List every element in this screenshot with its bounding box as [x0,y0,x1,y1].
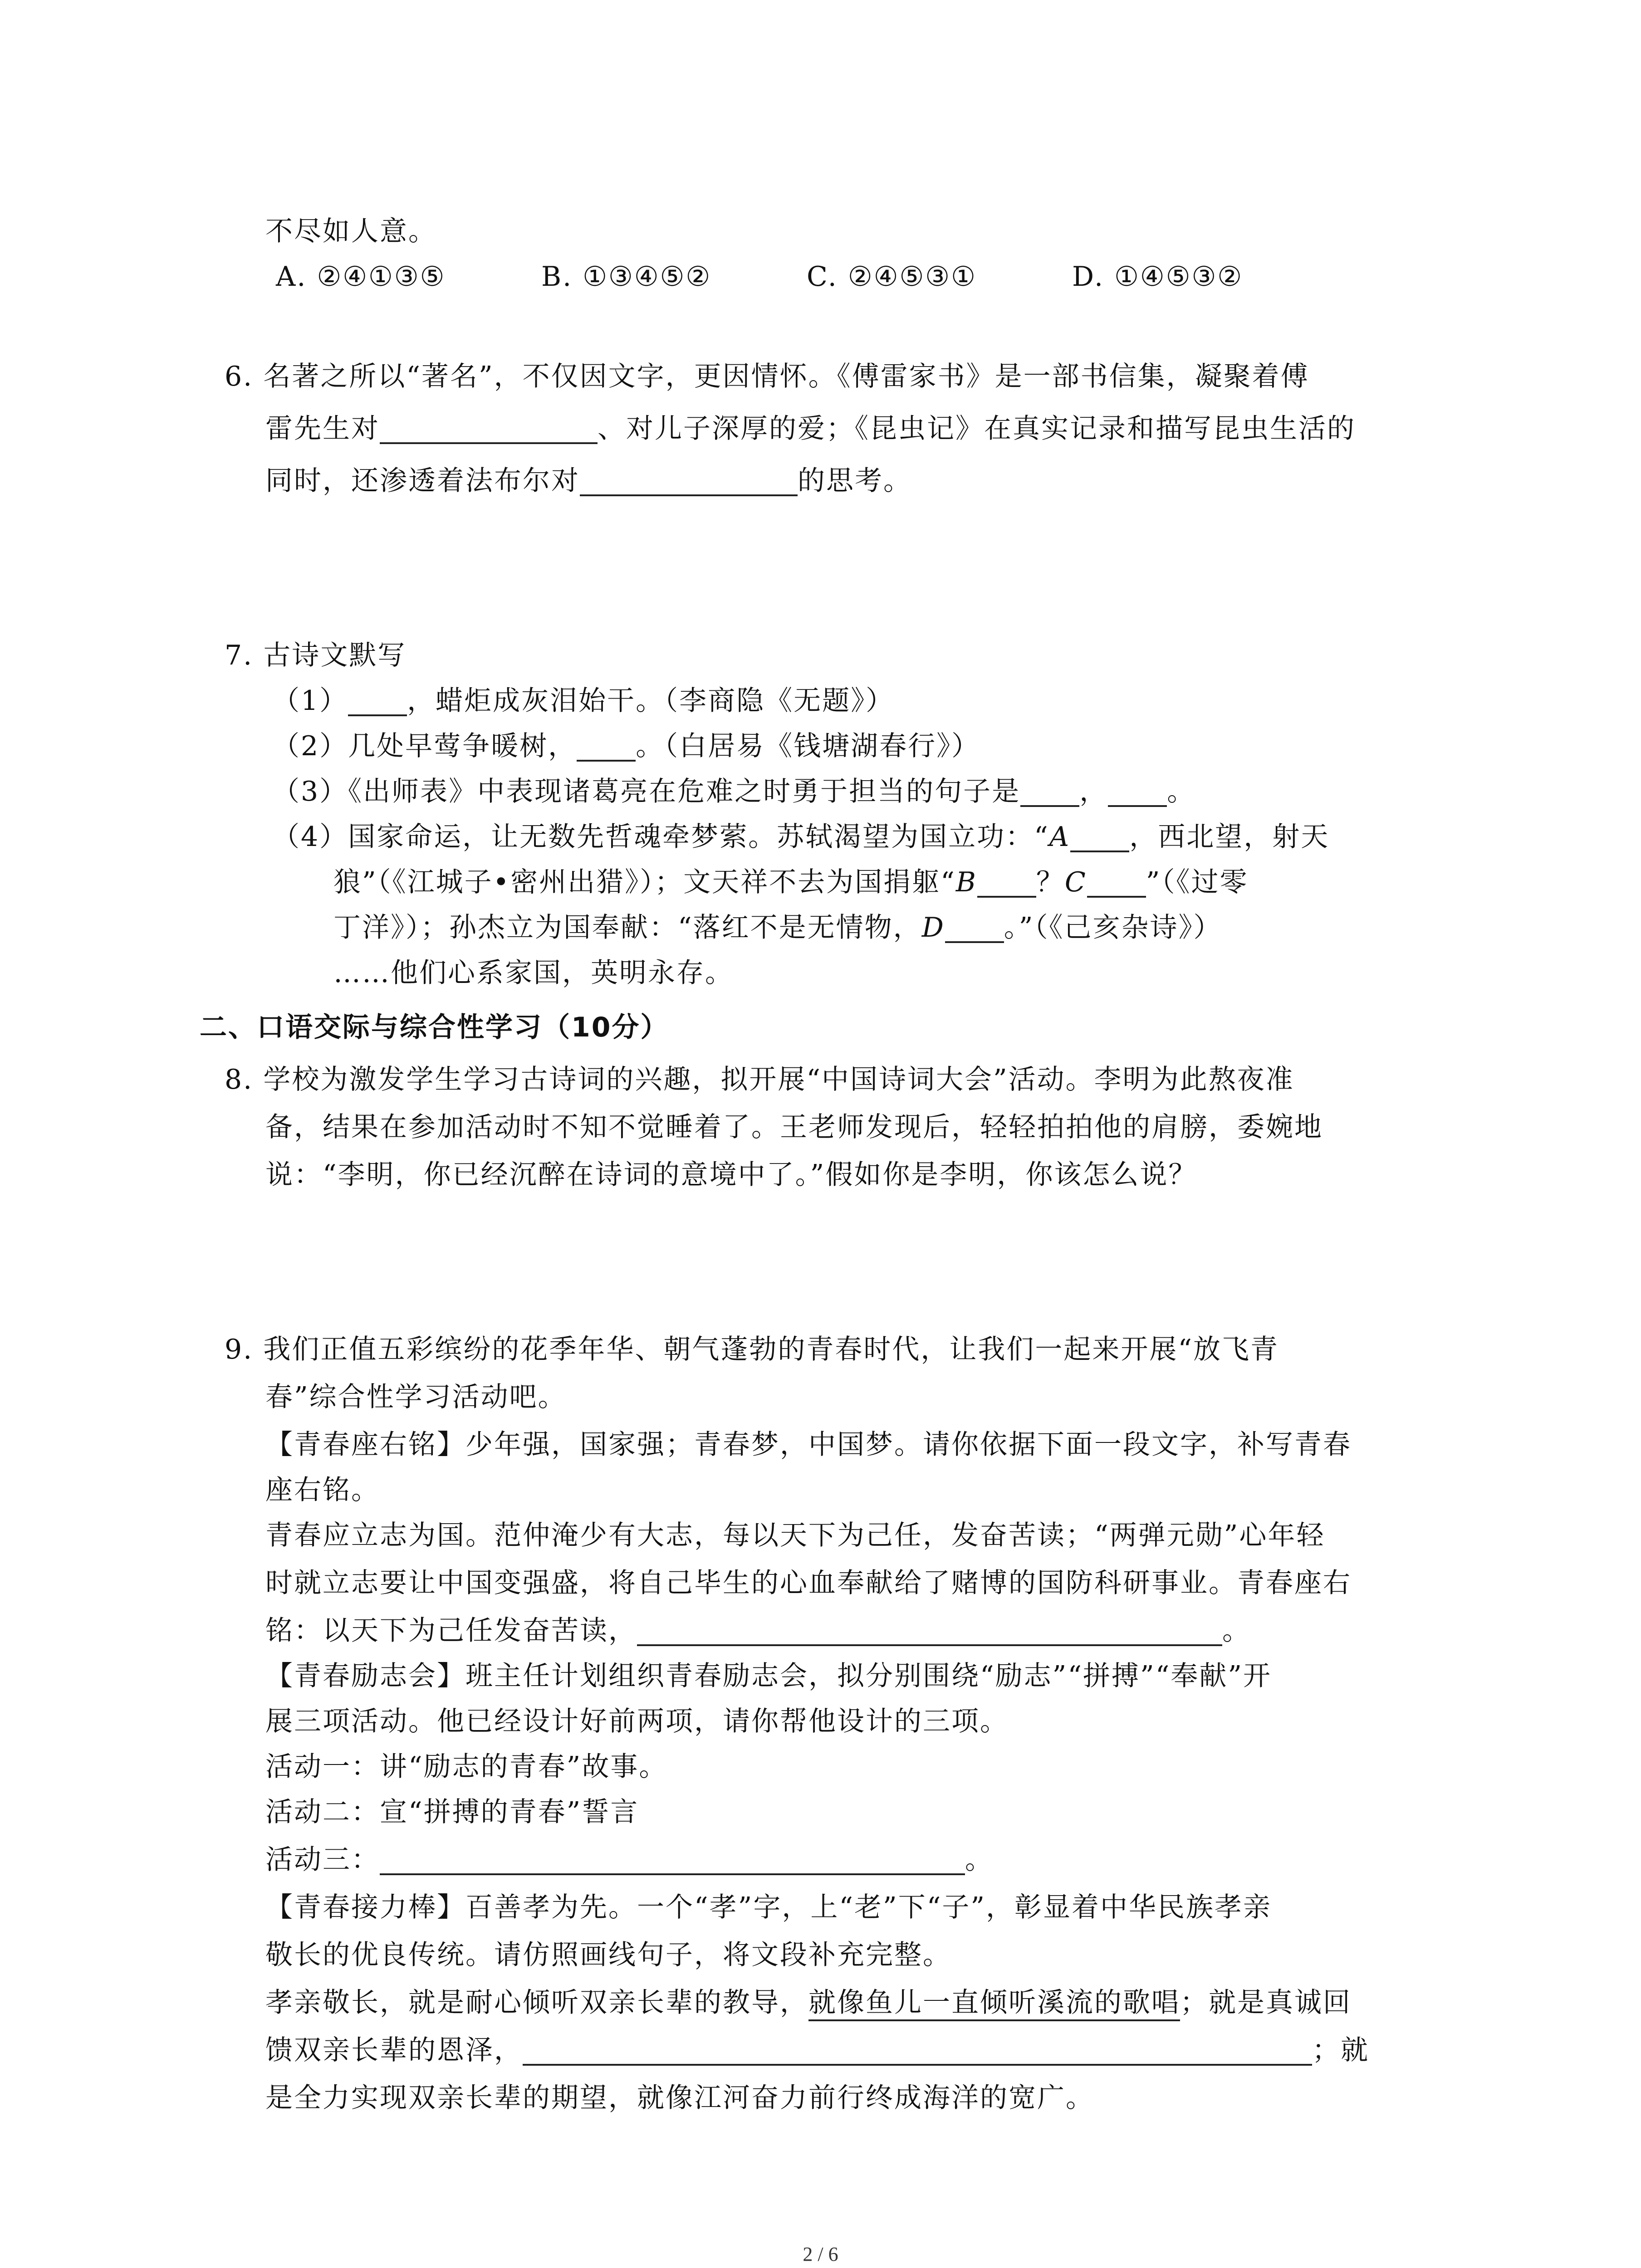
blank-line [1020,777,1079,807]
q9-activity-3-end: 。 [965,1844,994,1876]
option-a: A. ②④①③⑤ [276,261,446,293]
label-b: B [955,866,977,898]
q9-line-15a: 孝亲敬长，就是耐心倾听双亲长辈的教导， [265,1987,808,2019]
q7-sentence-4-line-3 [333,909,1222,946]
blank-line [637,1616,1222,1646]
page-number: 2 / 6 [803,2243,838,2265]
option-c: C. ②④⑤③① [807,261,977,293]
q6-line-1: 6. 名著之所以“著名”，不仅因文字，更因情怀。《傅雷家书》是一部书信集，凝聚着傅 [225,361,1309,392]
q9-line-2: 春”综合性学习活动吧。 [265,1381,567,1413]
q9-line-16b: ；就 [1312,2034,1369,2066]
q7-s4-text: （4）国家命运，让无数先哲魂牵梦萦。苏轼渴望为国立功：“ [272,821,1049,853]
q7-s4-text: 狼”（《江城子•密州出猎》）；文天祥不去为国捐躯“ [333,866,956,898]
q7-title: 7. 古诗文默写 [225,640,407,671]
label-a: A [1049,821,1071,853]
label-d: D [921,912,945,943]
q9-line-5: 青春应立志为国。范仲淹少有大志，每以天下为己任，发奋苦读；“两弹元勋”心年轻 [265,1520,1325,1551]
q8-line-1: 8. 学校为激发学生学习古诗词的兴趣，拟开展“中国诗词大会”活动。李明为此熬夜准 [225,1064,1294,1095]
q7-s3-comma: ， [1079,776,1108,807]
underlined-sentence: 就像鱼儿一直倾听溪流的歌唱 [808,1987,1180,2021]
q9-line-17: 是全力实现双亲长辈的期望，就像江河奋力前行终成海洋的宽广。 [265,2082,1094,2114]
blank-line [945,913,1004,943]
blank-line [1108,777,1167,807]
q9-line-15 [265,1984,1352,2021]
q8-line-3: 说：“李明，你已经沉醉在诗词的意境中了。”假如你是李明，你该怎么说？ [265,1159,1197,1191]
q9-line-4: 座右铭。 [265,1474,380,1506]
q6-line-2a: 雷先生对 [265,413,380,445]
q9-activity-2: 活动二：宣“拼搏的青春”誓言 [265,1796,639,1828]
label-c: C [1064,866,1087,898]
q7-sentence-4-line-1 [272,819,1329,855]
q7-s3-text: （3）《出师表》中表现诸葛亮在危难之时勇于担当的句子是 [272,776,1021,807]
q7-s3-period: 。 [1167,776,1196,807]
q9-line-15c: ；就是真诚回 [1180,1987,1352,2019]
q9-motto-end: 。 [1222,1615,1251,1647]
q9-line-16a: 馈双亲长辈的恩泽， [265,2034,523,2066]
q9-line-1: 9. 我们正值五彩缤纷的花季年华、朝气蓬勃的青春时代，让我们一起来开展“放飞青 [225,1334,1279,1365]
section-2-heading: 二、口语交际与综合性学习（10分） [200,1012,669,1043]
blank-line [523,2036,1312,2066]
blank-line [1087,868,1146,898]
q7-s4-text: ？ [1036,866,1065,898]
q9-activity-3-label: 活动三： [265,1844,380,1876]
q7-s1-text: ，蜡炬成灰泪始干。（李商隐《无题》） [407,685,895,717]
q9-line-16 [265,2032,1369,2068]
blank-line [380,414,598,444]
blank-line [977,868,1036,898]
blank-line [1070,822,1129,852]
q7-sentence-4-line-2 [333,864,1248,900]
q6-line-3 [265,463,912,499]
q9-line-9: 展三项活动。他已经设计好前两项，请你帮他设计的三项。 [265,1706,1009,1737]
q8-line-2: 备，结果在参加活动时不知不觉睡着了。王老师发现后，轻轻拍拍他的肩膀，委婉地 [265,1111,1323,1143]
q9-line-7 [265,1613,1251,1649]
q7-s4-text: 。”（《己亥杂诗》） [1004,912,1222,943]
q7-s4-text: ，西北望，射天 [1129,821,1330,853]
q6-line-3b: 的思考。 [798,465,912,497]
q9-line-14: 敬长的优良传统。请仿照画线句子，将文段补充完整。 [265,1939,951,1971]
q9-activity-1: 活动一：讲“励志的青春”故事。 [265,1751,668,1783]
q6-line-3a: 同时，还渗透着法布尔对 [265,465,580,497]
option-b: B. ①③④⑤② [541,261,712,293]
q7-sentence-3 [272,773,1195,810]
option-d: D. ①④⑤③② [1072,261,1244,293]
q7-sentence-2 [272,728,980,764]
blank-line [580,466,798,496]
q9-motto-prefix: 铭：以天下为己任发奋苦读， [265,1615,637,1647]
q6-line-2 [265,411,1356,447]
q7-s2-text: （2）几处早莺争暖树， [272,730,577,762]
q7-s4-text: 丁洋》）；孙杰立为国奉献：“落红不是无情物， [333,912,922,943]
q9-line-3: 【青春座右铭】少年强，国家强；青春梦，中国梦。请你依据下面一段文字，补写青春 [265,1429,1352,1461]
blank-line [348,686,407,716]
blank-line [380,1845,965,1875]
q7-s2-source: 。（白居易《钱塘湖春行》） [636,730,980,762]
q7-s4-text: ”（《过零 [1146,866,1249,898]
q9-activity-3 [265,1842,994,1878]
q5-tail-text: 不尽如人意。 [265,215,437,247]
q6-line-2b: 、对儿子深厚的爱；《昆虫记》在真实记录和描写昆虫生活的 [598,413,1356,445]
q7-sentence-4-line-4: ……他们心系家国，英明永存。 [333,957,734,989]
q7-sentence-1 [272,683,894,719]
q9-line-6: 时就立志要让中国变强盛，将自己毕生的心血奉献给了赌博的国防科研事业。青春座右 [265,1567,1352,1599]
q7-s1-prefix: （1） [272,685,348,717]
q9-line-8: 【青春励志会】班主任计划组织青春励志会，拟分别围绕“励志”“拼搏”“奉献”开 [265,1660,1272,1692]
blank-line [577,732,636,762]
q9-line-13: 【青春接力棒】百善孝为先。一个“孝”字，上“老”下“子”，彰显着中华民族孝亲 [265,1892,1272,1923]
